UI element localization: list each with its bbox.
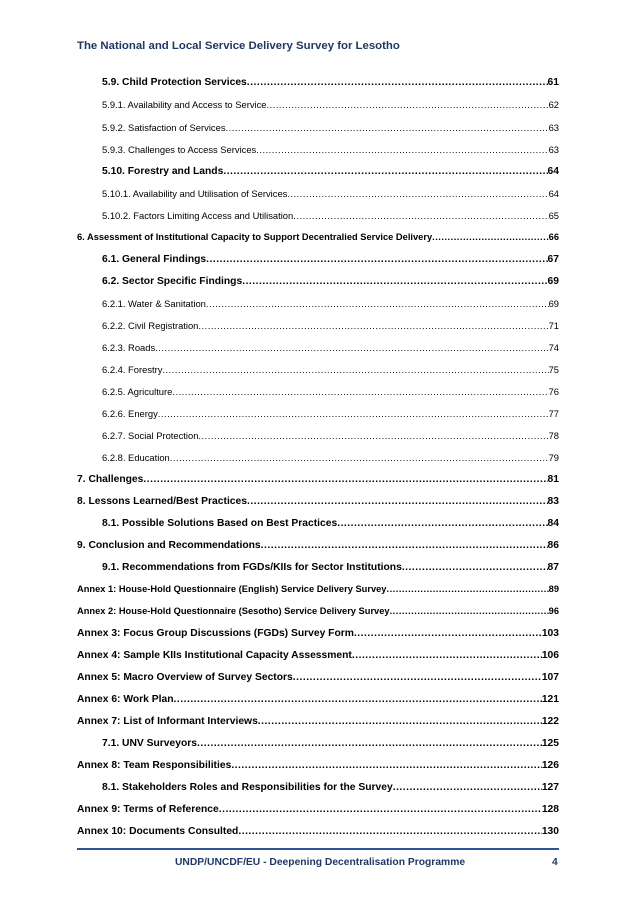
toc-dot-leader: [293, 210, 548, 221]
toc-entry[interactable]: [77, 672, 559, 683]
toc-dot-leader: [219, 804, 542, 815]
toc-entry-page: 128: [541, 804, 559, 815]
toc-dot-leader: [226, 122, 549, 133]
toc-entry-title: 5.10.2. Factors Limiting Access and Utilisation: [102, 210, 294, 221]
toc-dot-leader: [287, 188, 548, 199]
toc-entry-title: Annex 3: Focus Group Discussions (FGDs) Survey Form: [77, 628, 354, 639]
toc-entry-title: 7. Challenges: [77, 474, 144, 485]
toc-entry-page: 122: [541, 716, 559, 727]
footer-text: UNDP/UNCDF/EU - Deepening Decentralisation Programme: [175, 857, 466, 868]
toc-entry[interactable]: [102, 254, 559, 265]
toc-dot-leader: [247, 496, 548, 507]
toc-entry-title: Annex 7: List of Informant Interviews: [77, 716, 258, 727]
toc-entry-title: 6.2.7. Social Protection: [102, 430, 199, 441]
toc-entry-title: 5.9.3. Challenges to Access Services: [102, 144, 257, 155]
toc-entry-title: 6.2.3. Roads: [102, 342, 156, 353]
toc-entry-title: 9.1. Recommendations from FGDs/KIIs for Sector Institutions: [102, 562, 402, 573]
toc-entry[interactable]: [102, 364, 559, 375]
toc-entry[interactable]: [77, 474, 559, 485]
toc-entry-title: 5.10.1. Availability and Utilisation of Services: [102, 188, 288, 199]
toc-entry[interactable]: [102, 782, 559, 793]
toc-dot-leader: [198, 320, 548, 331]
toc-dot-leader: [155, 342, 548, 353]
toc-entry-page: 106: [541, 650, 559, 661]
footer-divider: [77, 848, 559, 850]
toc-entry-title: Annex 1: House-Hold Questionnaire (English) Service Delivery Survey: [77, 584, 387, 594]
toc-entry[interactable]: [102, 738, 559, 749]
toc-entry-page: 121: [541, 694, 559, 705]
toc-entry-title: 6.1. General Findings: [102, 254, 207, 265]
toc-entry-page: 125: [541, 738, 559, 749]
toc-entry-page: 79: [548, 452, 559, 463]
toc-dot-leader: [162, 364, 548, 375]
toc-dot-leader: [352, 650, 542, 661]
toc-entry-page: 86: [547, 540, 559, 551]
toc-entry-page: 89: [548, 584, 559, 594]
toc-entry[interactable]: [102, 276, 559, 287]
toc-entry-page: 69: [548, 298, 559, 309]
toc-dot-leader: [432, 232, 549, 242]
toc-dot-leader: [206, 254, 547, 265]
toc-entry-page: 77: [548, 408, 559, 419]
toc-dot-leader: [206, 298, 549, 309]
toc-entry-title: 9. Conclusion and Recommendations: [77, 540, 261, 551]
toc-entry-title: Annex 10: Documents Consulted: [77, 826, 239, 837]
toc-entry[interactable]: [102, 452, 559, 463]
toc-entry-page: 63: [548, 144, 559, 155]
toc-entry[interactable]: [77, 606, 559, 616]
toc-entry-title: 8. Lessons Learned/Best Practices: [77, 496, 247, 507]
toc-entry[interactable]: [102, 166, 559, 177]
toc-entry-title: 6.2.5. Agriculture: [102, 386, 173, 397]
toc-entry[interactable]: [77, 650, 559, 661]
toc-dot-leader: [143, 474, 547, 485]
toc-entry[interactable]: [102, 342, 559, 353]
toc-dot-leader: [337, 518, 547, 529]
toc-dot-leader: [198, 430, 548, 441]
toc-entry[interactable]: [102, 430, 559, 441]
toc-entry-page: 63: [548, 122, 559, 133]
toc-entry-title: 5.9. Child Protection Services: [102, 77, 247, 88]
toc-entry-page: 69: [547, 276, 559, 287]
toc-entry-page: 66: [548, 232, 559, 242]
toc-entry[interactable]: [102, 144, 559, 155]
toc-dot-leader: [402, 562, 548, 573]
toc-dot-leader: [256, 144, 548, 155]
toc-entry-page: 81: [547, 474, 559, 485]
toc-entry-page: 65: [548, 210, 559, 221]
toc-entry[interactable]: [77, 826, 559, 837]
toc-entry-page: 64: [548, 188, 559, 199]
toc-entry-page: 78: [548, 430, 559, 441]
toc-entry[interactable]: [77, 760, 559, 771]
toc-entry-title: Annex 8: Team Responsibilities: [77, 760, 232, 771]
toc-entry[interactable]: [77, 628, 559, 639]
toc-dot-leader: [393, 782, 542, 793]
toc-entry[interactable]: [102, 122, 559, 133]
toc-dot-leader: [390, 606, 549, 616]
toc-entry-page: 83: [547, 496, 559, 507]
toc-dot-leader: [247, 77, 548, 88]
toc-entry[interactable]: [102, 188, 559, 199]
toc-entry-page: 126: [541, 760, 559, 771]
toc-dot-leader: [158, 408, 549, 419]
toc-entry-page: 75: [548, 364, 559, 375]
toc-dot-leader: [267, 99, 549, 110]
toc-entry-title: 6.2. Sector Specific Findings: [102, 276, 243, 287]
toc-entry-title: 6.2.6. Energy: [102, 408, 158, 419]
toc-dot-leader: [238, 826, 541, 837]
toc-dot-leader: [223, 166, 547, 177]
toc-dot-leader: [197, 738, 542, 749]
toc-dot-leader: [386, 584, 548, 594]
toc-entry-title: 5.10. Forestry and Lands: [102, 166, 224, 177]
toc-entry-title: 5.9.1. Availability and Access to Service: [102, 99, 267, 110]
toc-entry[interactable]: [77, 540, 559, 551]
toc-entry[interactable]: [77, 716, 559, 727]
toc-entry[interactable]: [102, 562, 559, 573]
toc-entry[interactable]: [102, 320, 559, 331]
toc-entry-page: 74: [548, 342, 559, 353]
toc-entry[interactable]: [102, 408, 559, 419]
toc-entry[interactable]: [77, 496, 559, 507]
toc-entry-title: 7.1. UNV Surveyors: [102, 738, 198, 749]
toc-entry-page: 76: [548, 386, 559, 397]
toc-entry[interactable]: [77, 584, 559, 594]
toc-entry-page: 62: [548, 99, 559, 110]
toc-entry-title: 6.2.1. Water & Sanitation: [102, 298, 206, 309]
toc-entry-page: 61: [547, 77, 559, 88]
toc-dot-leader: [172, 386, 548, 397]
toc-entry-title: 6.2.4. Forestry: [102, 364, 163, 375]
toc-entry[interactable]: [102, 386, 559, 397]
toc-dot-leader: [170, 452, 549, 463]
toc-entry[interactable]: [102, 77, 559, 88]
toc-entry-page: 64: [547, 166, 559, 177]
toc-entry-page: 67: [547, 254, 559, 265]
toc-entry-title: 8.1. Possible Solutions Based on Best Practices: [102, 518, 338, 529]
toc-entry-title: Annex 9: Terms of Reference: [77, 804, 219, 815]
toc-dot-leader: [261, 540, 548, 551]
toc-entry[interactable]: [77, 694, 559, 705]
toc-dot-leader: [258, 716, 542, 727]
toc-dot-leader: [174, 694, 542, 705]
toc-dot-leader: [242, 276, 547, 287]
page-number: 4: [552, 857, 558, 868]
page-header-title: The National and Local Service Delivery Survey for Lesotho: [77, 40, 400, 52]
toc-entry-title: Annex 4: Sample KIIs Institutional Capacity Assessment: [77, 650, 352, 661]
toc-entry-title: 6.2.2. Civil Registration: [102, 320, 199, 331]
toc-entry[interactable]: [102, 210, 559, 221]
toc-entry-title: 5.9.2. Satisfaction of Services: [102, 122, 226, 133]
toc-dot-leader: [354, 628, 542, 639]
toc-entry-page: 103: [541, 628, 559, 639]
toc-entry[interactable]: [102, 99, 559, 110]
toc-entry-title: 6. Assessment of Institutional Capacity to Support Decentralied Service Delivery: [77, 232, 433, 242]
toc-entry[interactable]: [77, 232, 559, 242]
toc-entry-title: Annex 2: House-Hold Questionnaire (Sesotho) Service Delivery Survey: [77, 606, 390, 616]
toc-entry-page: 96: [548, 606, 559, 616]
toc-entry-page: 130: [541, 826, 559, 837]
toc-entry-title: Annex 6: Work Plan: [77, 694, 174, 705]
toc-entry-page: 84: [547, 518, 559, 529]
toc-entry-page: 127: [541, 782, 559, 793]
toc-entry[interactable]: [102, 518, 559, 529]
toc-entry-page: 87: [547, 562, 559, 573]
toc-dot-leader: [231, 760, 542, 771]
toc-dot-leader: [293, 672, 542, 683]
toc-entry-page: 107: [541, 672, 559, 683]
toc-entry[interactable]: [77, 804, 559, 815]
toc-entry-page: 71: [548, 320, 559, 331]
toc-entry[interactable]: [102, 298, 559, 309]
toc-entry-title: 6.2.8. Education: [102, 452, 170, 463]
toc-entry-title: 8.1. Stakeholders Roles and Responsibilities for the Survey: [102, 782, 393, 793]
toc-entry-title: Annex 5: Macro Overview of Survey Sectors: [77, 672, 293, 683]
